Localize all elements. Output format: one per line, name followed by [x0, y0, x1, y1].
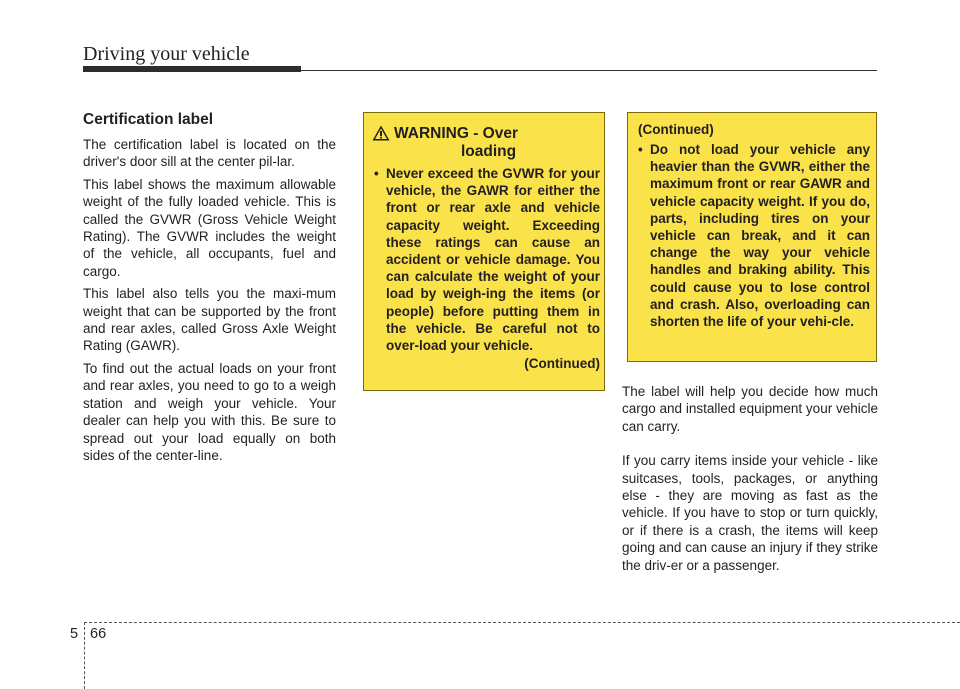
warning-triangle-icon: [372, 125, 390, 141]
paragraph-location: The certification label is located on the driver's door sill at the center pil-lar.: [83, 137, 336, 170]
section-number: 5: [70, 626, 79, 642]
continued-bullet-text: Do not load your vehicle any heavier than the GVWR, either the maximum front or rear GAWR and vehicle capacity weight. If you do, parts, including tires on your vehicle can break, and it can change the way your vehicle handles and braking ability. This could cause you to lose control and crash. Also, overloading can shorten the life of your vehi-cle.: [650, 142, 870, 330]
section-heading: Certification label: [83, 111, 214, 128]
paragraph-cargo-safety: If you carry items inside your vehicle - like suitcases, tools, packages, or anything else - they are moving as fast as the vehicle. If you have to stop or turn quickly, or if there is a crash, the items will keep going and can cause an injury if they strike the driv-er or a passenger.: [622, 453, 878, 573]
warning-title-line2: loading: [461, 143, 517, 160]
right-column: [622, 383, 878, 591]
warning-body: [374, 165, 600, 371]
bullet-dot: •: [374, 166, 379, 181]
paragraph-gawr: This label also tells you the maxi-mum weight that can be supported by the front and rear axles, called Gross Axle Weight Rating (GAWR).: [83, 286, 336, 354]
paragraph-capacity: The label will help you decide how much cargo and installed equipment your vehicle can carry.: [622, 384, 878, 434]
paragraph-gvwr: This label shows the maximum allowable weight of the fully loaded vehicle. This is called the GVWR (Gross Vehicle Weight Rating). The GVWR includes the weight of the vehicle, all occupants, fuel and cargo.: [83, 176, 336, 279]
warning-title-line1: WARNING - Over: [394, 125, 519, 142]
continued-body: [638, 141, 870, 330]
continued-warning-box: [627, 112, 877, 362]
bullet-dot: •: [638, 142, 643, 157]
paragraph-weigh-station: To find out the actual loads on your front and rear axles, you need to go to a weigh station and weigh your vehicle. Your dealer can help you with this. Be sure to spread out your load equally on both sides of the center-line.: [83, 360, 336, 463]
header-rule: [301, 70, 877, 71]
header-bar: [83, 66, 301, 72]
warning-bullet: [374, 165, 600, 354]
warning-title: [394, 125, 518, 161]
warning-box: [363, 112, 605, 391]
footer-rule: [84, 622, 960, 623]
warning-bullet-text: Never exceed the GVWR for your vehicle, the GAWR for either the front or rear axle and vehicle capacity weight. Exceeding these ratings can cause an accident or vehicle damage. You can calculate the weight of your load by weigh-ing the items (or people) before putting them in the vehicle. Be careful not to over-load your vehicle.: [386, 166, 600, 354]
page-header-title: Driving your vehicle: [83, 43, 250, 65]
warning-continued: (Continued): [524, 356, 600, 372]
page-number: 66: [90, 626, 107, 642]
footer-divider: [84, 622, 85, 689]
continued-label: (Continued): [638, 122, 714, 137]
continued-bullet: [638, 141, 870, 330]
left-column: [83, 111, 336, 469]
